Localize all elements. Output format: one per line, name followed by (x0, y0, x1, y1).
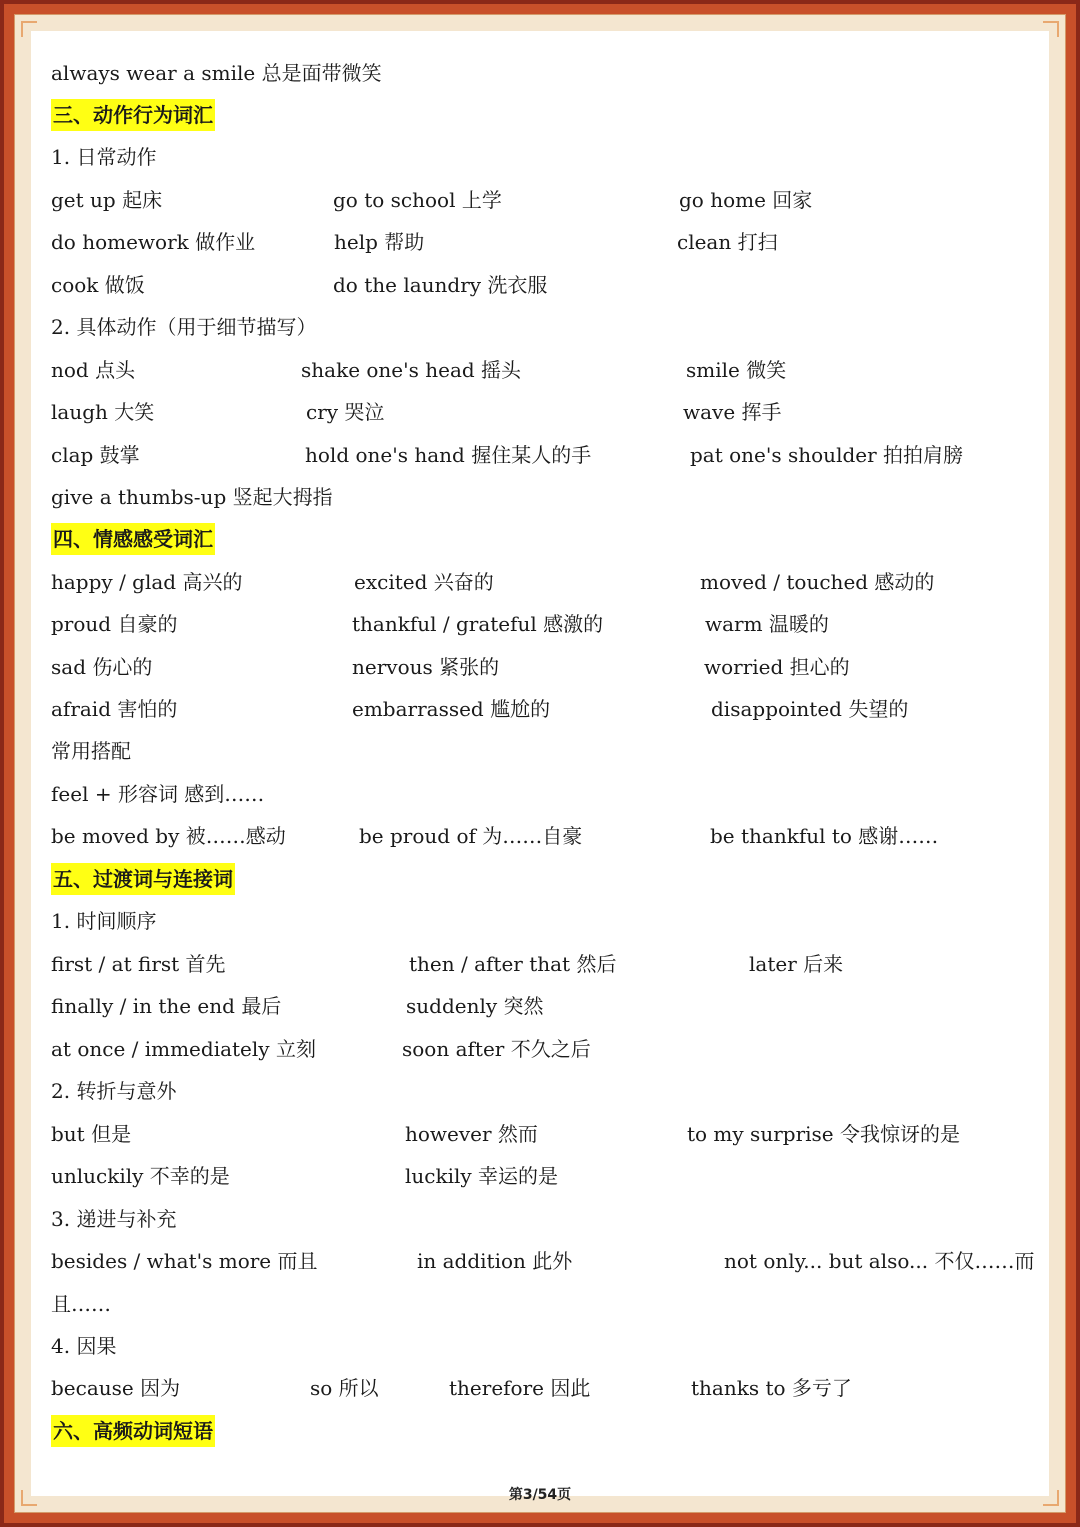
vocab-entry: excited 兴奋的 (354, 570, 494, 594)
vocab-entry: besides / what's more 而且 (51, 1249, 318, 1273)
vocab-entry: be proud of 为……自豪 (359, 824, 583, 848)
vocab-entry: thankful / grateful 感激的 (352, 612, 604, 636)
vocab-entry: help 帮助 (334, 230, 425, 254)
vocab-entry: nod 点头 (51, 358, 136, 382)
vocab-entry: finally / in the end 最后 (51, 994, 282, 1018)
subheading: 常用搭配 (51, 739, 131, 763)
vocab-entry: then / after that 然后 (409, 952, 617, 976)
vocab-entry: sad 伤心的 (51, 655, 153, 679)
vocab-entry: get up 起床 (51, 188, 163, 212)
subheading: 4. 因果 (51, 1334, 117, 1358)
vocab-entry: disappointed 失望的 (711, 697, 909, 721)
vocab-entry: first / at first 首先 (51, 952, 226, 976)
subheading: 1. 日常动作 (51, 145, 157, 169)
subheading: 1. 时间顺序 (51, 909, 157, 933)
vocab-entry: go to school 上学 (333, 188, 502, 212)
vocab-entry: suddenly 突然 (406, 994, 544, 1018)
page-number: 第3/54页 (508, 1487, 572, 1503)
vocab-entry: be thankful to 感谢…… (710, 824, 939, 848)
vocab-entry: cook 做饭 (51, 273, 145, 297)
vocab-entry: do the laundry 洗衣服 (333, 273, 548, 297)
vocab-entry: warm 温暖的 (705, 612, 829, 636)
vocab-entry: embarrassed 尴尬的 (352, 697, 551, 721)
intro-line (0, 52, 1080, 94)
vocab-entry: smile 微笑 (686, 358, 787, 382)
vocab-entry: at once / immediately 立刻 (51, 1037, 316, 1061)
vocab-entry: feel + 形容词 感到…… (51, 782, 265, 806)
vocab-entry: happy / glad 高兴的 (51, 570, 243, 594)
vocab-entry: but 但是 (51, 1122, 132, 1146)
vocab-entry: thanks to 多亏了 (691, 1376, 852, 1400)
section-heading: 三、动作行为词汇 (51, 99, 215, 131)
vocab-entry: be moved by 被……感动 (51, 824, 286, 848)
subheading: 2. 转折与意外 (51, 1079, 177, 1103)
vocab-entry: afraid 害怕的 (51, 697, 178, 721)
vocab-entry: soon after 不久之后 (402, 1037, 591, 1061)
vocab-entry: go home 回家 (679, 188, 813, 212)
vocab-entry: later 后来 (749, 952, 844, 976)
vocab-entry: however 然而 (405, 1122, 538, 1146)
vocab-entry: luckily 幸运的是 (405, 1164, 559, 1188)
vocab-entry: because 因为 (51, 1376, 181, 1400)
subheading: 3. 递进与补充 (51, 1207, 177, 1231)
vocab-entry: nervous 紧张的 (352, 655, 500, 679)
vocab-entry: pat one's shoulder 拍拍肩膀 (690, 443, 964, 467)
vocab-entry: wave 挥手 (683, 400, 782, 424)
vocab-entry: proud 自豪的 (51, 612, 178, 636)
vocab-entry-continued: 且…… (51, 1292, 111, 1316)
section-heading: 六、高频动词短语 (51, 1415, 215, 1447)
vocab-entry: always wear a smile 总是面带微笑 (51, 61, 382, 85)
vocab-entry: therefore 因此 (449, 1376, 591, 1400)
vocab-entry: clap 鼓掌 (51, 443, 140, 467)
vocab-entry: worried 担心的 (704, 655, 850, 679)
vocab-entry: hold one's hand 握住某人的手 (305, 443, 592, 467)
vocab-entry: to my surprise 令我惊讶的是 (687, 1122, 960, 1146)
vocab-entry: give a thumbs-up 竖起大拇指 (51, 485, 333, 509)
vocab-entry: so 所以 (310, 1376, 379, 1400)
vocab-entry: unluckily 不幸的是 (51, 1164, 230, 1188)
vocab-entry: clean 打扫 (677, 230, 778, 254)
vocab-entry: do homework 做作业 (51, 230, 256, 254)
vocab-entry: moved / touched 感动的 (700, 570, 935, 594)
section-heading: 五、过渡词与连接词 (51, 863, 235, 895)
vocab-entry: shake one's head 摇头 (301, 358, 522, 382)
vocab-entry: cry 哭泣 (306, 400, 385, 424)
vocab-entry: laugh 大笑 (51, 400, 155, 424)
section-heading: 四、情感感受词汇 (51, 523, 215, 555)
subheading: 2. 具体动作（用于细节描写） (51, 315, 317, 339)
vocab-entry: not only... but also... 不仅……而 (724, 1249, 1035, 1273)
vocab-entry: in addition 此外 (417, 1249, 573, 1273)
